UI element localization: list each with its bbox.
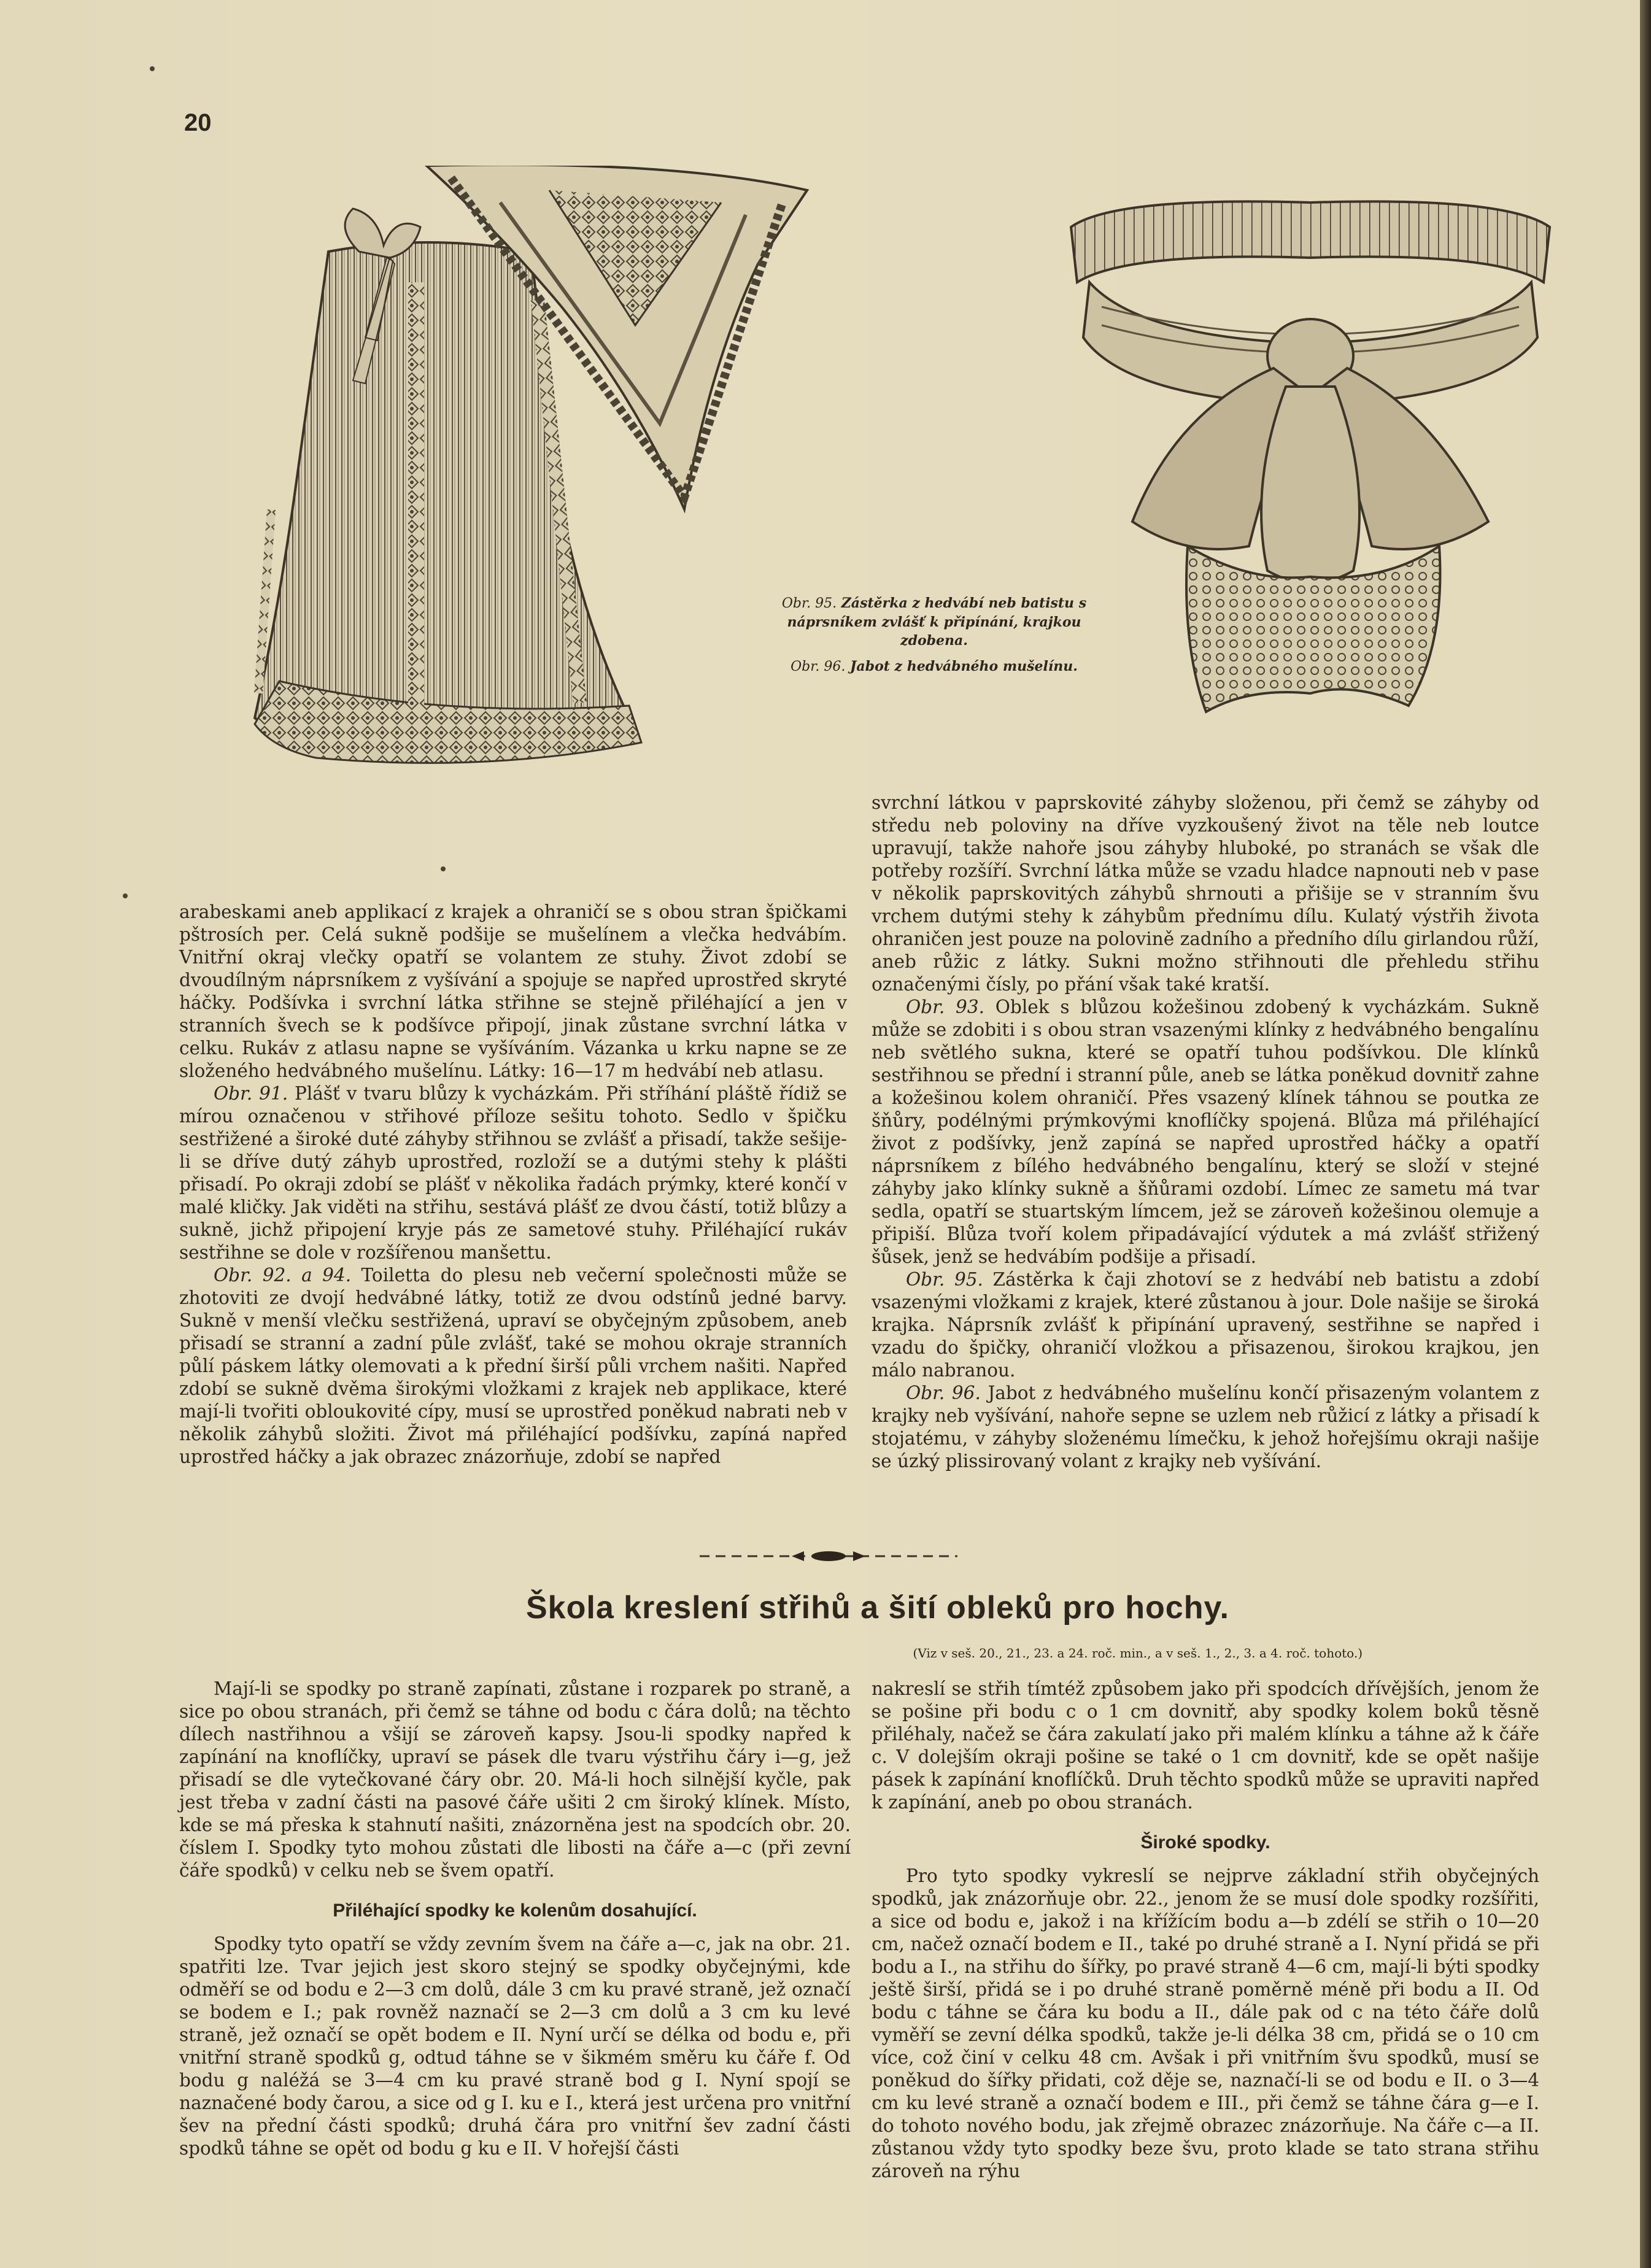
speck: [150, 66, 155, 71]
figure-captions: [775, 594, 1094, 684]
paragraph: Pro tyto spodky vykreslí se nejprve základní střih obyčejných spodků, jak znázorňuje obr. 22., jenom že se musí dole spodky rozšířiti, a sice od bodu e, jakož i na křížícím bodu a—b zdélí se střih o 10—20 cm, načež označí bodem e II., také po druhé straně a I. Nyní přidá se při bodu a I., na střihu do šířky, po pravé straně 4—6 cm, mají-li býti spodky ještě širší, přidá se i po druhé straně poměrně méně při bodu a II. Od bodu c táhne se čára ku bodu a II., dále pak od c na této čáře dolů vyměří se zevní délka spodků, takže je-li délka 38 cm, přidá se o 10 cm více, což činí v celku 48 cm. Avšak i při vnitřním švu spodků, musí se poněkud do šířky přidati, což děje se, naznačí-li se od bodu e II. o 3—4 cm ku levé straně a označí bodem e III., při čemž se táhne čára g—e I. do tohoto nového bodu, jak zřejmě obrazec znázorňuje. Na čáře c—a II. zůstanou vždy tyto spodky beze švu, proto klade se tato strana střihu zároveň na rýhu: [872, 1865, 1539, 2181]
caption-95: Obr. 95. Zástěrka z hedvábí neb batistu s náprsníkem zvlášť k připínání, krajkou zdobena.: [781, 595, 1087, 649]
column-lower-right: [872, 1678, 1539, 2183]
caption-96: Obr. 96. Jabot z hedvábného mušelínu.: [791, 658, 1078, 674]
paragraph: svrchní látkou v paprskovité záhyby složenou, při čemž se záhyby od středu neb poloviny na dříve vyzkoušený život na těle neb loutce upravují, takže nahoře jsou záhyby hluboké, po stranách se však dle potřeby rozšíří. Svrchní látka může se vzadu hladce napnouti neb v pase v několik paprskovitých záhybů shrnouti a přišije se v stranním švu vrchem dutými stehy k záhybům přednímu dílu. Kulatý výstřih života ohraničen jest pouze na polovině zadního a předního dílu girlandou růží, aneb růžic z látky. Sukni možno střihnouti dle přehledu střihu označenými čísly, po přání však také kratší.: [872, 792, 1539, 995]
jabot-illustration: [1065, 178, 1556, 718]
speck: [123, 893, 128, 898]
column-upper-left: [179, 901, 847, 1468]
paragraph-obr-96: Obr. 96. Jabot z hedvábného mušelínu končí přisazeným volantem z krajky neb vyšívání, nahoře sepne se uzlem neb růžicí z látky a přisadí k stojatému, v záhyby složenému límečku, k jehož hořejšímu okraji našije se úzký plissirovaný volant z krajky neb vyšívání.: [872, 1383, 1539, 1472]
speck: [441, 866, 446, 871]
section-title: Škola kreslení střihů a šití obleků pro hochy.: [526, 1590, 1229, 1626]
paragraph-obr-93: Obr. 93. Oblek s blůzou kožešinou zdobený k vycházkám. Sukně může se zdobiti i s obou stran vsazenými klínky z hedvábného bengalínu neb světlého sukna, které se opatří tuhou podšívkou. Dle klínků sestřihnou se přední i stranní půle, aneb se látka poněkud dovnitř zahne a kožešinou kolem ohraničí. Přes vsazený klínek táhnou se poutka ze šňůry, podélnými prýmkovými knoflíčky spojená. Blůza má přiléhající život z podšívky, jenž zapíná se napřed uprostřed háčky a opatří náprsníkem z bílého hedvábného bengalínu, který se složí v stejné záhyby jako klínky sukně a šňůrami ozdobí. Límec ze sametu má tvar sedla, opatří se stuartským límcem, jež se zároveň kožešinou olemuje a připiší. Blůza tvoří kolem připadávající výdutek a má zvlášť střižený šůsek, jenž se hedvábím podšije a přisadí.: [872, 997, 1539, 1267]
paragraph: Mají-li se spodky po straně zapínati, zůstane i rozparek po straně, a sice po obou stranách, při čemž se táhne od bodu c čára dolů; na těchto dílech nastřihnou a všijí se zároveň kapsy. Jsou-li spodky napřed k zapínání na knoflíčky, upraví se pásek dle tvaru výstřihu čáry i—g, jež přisadí se dle vytečkované čáry obr. 20. Má-li hoch silnější kyčle, pak jest třeba v zadní části na pasové čáře ušiti 2 cm široký klínek. Místo, kde se má přeska k stahnutí našiti, znázorněna jest na spodcích obr. 20. číslem I. Spodky tyto mohou zůstati dle libosti na čáře a—c (při zevní čáře spodků) v celku neb se švem opatří.: [179, 1678, 851, 1881]
column-lower-left: [179, 1678, 851, 2160]
paragraph: Spodky tyto opatří se vždy zevním švem na čáře a—c, jak na obr. 21. spatřiti lze. Tvar jejich jest skoro stejný se spodky obyčejnými, kde odměří se od bodu e 2—3 cm dolů, dále 3 cm ku pravé straně, jež označí se bodem e I.; pak rovněž naznačí se 2—3 cm dolů a 3 cm ku levé straně, jež označí se opět bodem e II. Nyní určí se délka od bodu e, při vnitřní straně spodků g, odtud táhne se v šikmém směru ku čáře f. Od bodu g naléžá se 3—4 cm ku pravé straně bod g I. Nyní spojí se naznačené body čarou, a sice od g I. ku e I., která jest určena pro vnitřní šev na přední části spodků; druhá čára pro vnitřní šev zadní části spodků táhne se opět od bodu g ku e II. V hořejší části: [179, 1934, 851, 2159]
subheading-fitted-trousers: Přiléhající spodky ke kolenům dosahující.: [333, 1900, 697, 1921]
paragraph-obr-92-94: Obr. 92. a 94. Toiletta do plesu neb večerní společnosti může se zhotoviti ze dvojí hedvábné látky, totiž ze dvou odstínů jedné barvy. Sukně v menší vlečku sestřižená, upraví se obyčejným způsobem, aneb přisadí se stranní a zadní půle zvlášť, také se mohou okraje stranních půlí páskem látky olemovati a k přední širší půli vrchem našiti. Napřed zdobí se sukně dvěma širokými vložkami z krajek neb applikace, které mají-li tvořiti obloukovité cípy, musí se uprostřed poněkud nabrati neb v několik záhybů složiti. Život má přiléhající podšívku, zapíná napřed uprostřed háčky a jak obrazec znázorňuje, zdobí se napřed: [179, 1265, 847, 1467]
divider-ornament: [700, 1549, 957, 1564]
binding-spine: [1640, 0, 1651, 2268]
paragraph-obr-95: Obr. 95. Zástěrka k čaji zhotoví se z hedvábí neb batistu a zdobí vsazenými vložkami z krajek, které zůstanou à jour. Dole našije se široká krajka. Náprsník zvlášť k připínání upravený, sestřihne se napřed i vzadu do špičky, ohraničí vložkou a přisazenou, širokou krajkou, jen málo nabranou.: [872, 1269, 1539, 1381]
paragraph-obr-91: Obr. 91. Plášť v tvaru blůzy k vycházkám. Při stříhání pláště řídiž se mírou označenou v střihové příloze sešitu tohoto. Sedlo v špičku sestřižené a široké duté záhyby střihnou se zvlášť a přisadí, takže sešije-li se dříve dutý záhyb uprostřed, rozloží se a dutými stehy k plášti přisadí. Po okraji zdobí se plášť v několika řadách prýmky, které končí v malé kličky. Jak viděti na střihu, sestává plášť ze dvou částí, totiž blůzy a sukně, jichž připojení kryje pás ze sametové stuhy. Přiléhající rukáv sestřihne se dole v rozšířenou manšettu.: [179, 1083, 847, 1263]
paragraph: nakreslí se střih tímtéž způsobem jako při spodcích dřívějších, jenom že se pošine při bodu c o 1 cm dovnitř, aby spodky kolem boků těsně přiléhaly, načež se čára zakulatí jako při malém klínku a táhne až k čáře c. V dolejším okraji pošine se také o 1 cm dovnitř, kde se opět našije pásek k zapínání knoflíčků. Druh těchto spodků může se upraviti napřed k zapínání, aneb po obou stranách.: [872, 1678, 1539, 1813]
page-number: 20: [184, 109, 212, 136]
column-upper-right: [872, 792, 1539, 1473]
section-note: (Viz v seš. 20., 21., 23. a 24. roč. min., a v seš. 1., 2., 3. a 4. roč. tohoto.): [913, 1646, 1363, 1660]
paragraph: arabeskami aneb applikací z krajek a ohraničí se s obou stran špičkami pštrosích per. Celá sukně podšije se mušelínem a vlečka hedvábím. Vnitřní okraj vlečky opatří se volantem ze stuhy. Život zdobí se dvoudílným náprsníkem z vyšívání a spojuje se napřed uprostřed skryté háčky. Podšívka i svrchní látka střihne se stejně přiléhající a jen v stranních švech se k podšívce připojí, jinak zůstane svrchní látka v celku. Rukáv z atlasu napne se vyšíváním. Vázanka u krku napne se ze složeného hedvábného mušelínu. Látky: 16—17 m hedvábí neb atlasu.: [179, 901, 847, 1081]
subheading-wide-trousers: Široké spodky.: [1140, 1832, 1270, 1853]
